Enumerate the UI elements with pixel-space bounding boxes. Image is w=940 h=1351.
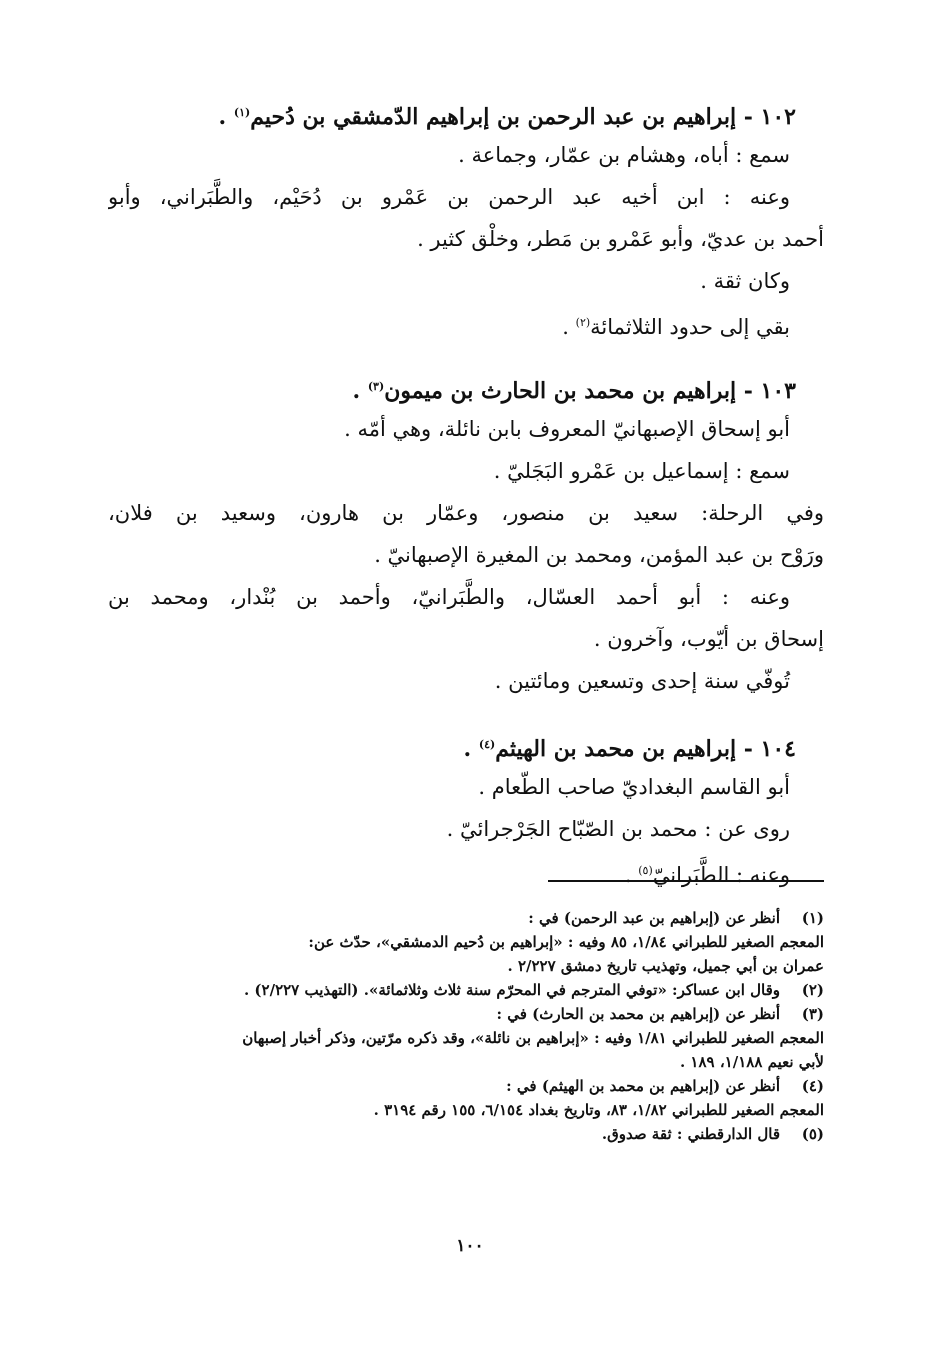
text-line: أبو القاسم البغداديّ صاحب الطّعام . [478, 775, 790, 799]
footnote-line: عمران بن أبي جميل، وتهذيب تاريخ دمشق ٢/٢٢٧ . [507, 957, 824, 975]
text-line: إسحاق بن أيّوب، وآخرون . [593, 627, 824, 651]
footnote-number: (٤) [801, 1077, 824, 1095]
text-line: روى عن : محمد بن الصّبّاح الجَرْجرائيّ . [446, 817, 790, 841]
text-line: سمع : أباه، وهشام بن عمّار، وجماعة . [458, 143, 790, 167]
footnote-ref: (١) [233, 106, 251, 119]
footnote-ref: (٤) [478, 738, 496, 751]
footnote-separator [548, 880, 824, 882]
footnote-4 [108, 1074, 824, 1122]
text-span: بقي إلى حدود الثلاثمائة [590, 315, 790, 339]
heading-text: ١٠٢ - إبراهيم بن عبد الرحمن بن إبراهيم الدّمشقي بن دُحيم [250, 104, 796, 130]
text-end: . [562, 315, 576, 339]
page-number: ١٠٠ [456, 1236, 484, 1256]
footnote-body [108, 1002, 824, 1074]
entry-104 [108, 724, 824, 892]
text-line [108, 850, 824, 892]
entry-heading [108, 366, 824, 408]
footnote-line: أنظر عن (إبراهيم بن عبد الرحمن) في : [528, 909, 780, 927]
text-line: وفي الرحلة: سعيد بن منصور، وعمّار بن هارون، وسعيد بن فلان، [108, 501, 824, 525]
text-line: وعنه : ابن أخيه عبد الرحمن بن عَمْرو بن دُحَيْم، والطَّبَراني، وأبو [108, 185, 790, 209]
footnote-ref: (٥) [638, 864, 653, 877]
footnote-line: المعجم الصغير للطبراني ١/٨٢، ٨٣، وتاريخ بغداد ٦/١٥٤، ١٥٥ رقم ٣١٩٤ . [373, 1101, 824, 1119]
footnote-line: أنظر عن (إبراهيم بن محمد بن الهيثم) في : [506, 1077, 780, 1095]
heading-end: . [463, 736, 479, 762]
footnote-number: (٣) [801, 1005, 824, 1023]
footnote-number: (١) [801, 909, 824, 927]
footnote-body [108, 906, 824, 978]
footnote-3 [108, 1002, 824, 1074]
footnote-2 [108, 978, 824, 1002]
footnote-body [108, 978, 780, 1002]
footnote-body [108, 1074, 824, 1122]
footnote-number: (٥) [801, 1125, 824, 1143]
footnote-5 [108, 1122, 824, 1146]
footnote-number: (٢) [801, 981, 824, 999]
text-line: وعنه : أبو أحمد العسّال، والطَّبَرانيّ، وأحمد بن بُنْدار، ومحمد بن [108, 585, 790, 609]
text-line [108, 302, 824, 344]
entry-heading [108, 724, 824, 766]
footnote-line: أنظر عن (إبراهيم بن محمد بن الحارث) في : [496, 1005, 780, 1023]
text-line: ورَوْح بن عبد المؤمن، ومحمد بن المغيرة الإصبهانيّ . [374, 543, 824, 567]
text-line: وكان ثقة . [700, 269, 790, 293]
footnote-1 [108, 906, 824, 978]
footnote-line: لأبي نعيم ١/١٨٨، ١٨٩ . [679, 1053, 824, 1071]
heading-end: . [218, 104, 234, 130]
text-line: تُوفّي سنة إحدى وتسعين ومائتين . [494, 669, 790, 693]
footnote-line: المعجم الصغير للطبراني ١/٨١ وفيه : «إبراهيم بن نائلة»، وقد ذكره مرّتين، وذكر أخبار إصبهان [242, 1029, 824, 1047]
entry-102 [108, 92, 824, 344]
text-line: أحمد بن عديّ، وأبو عَمْرو بن مَطر، وخلْق كثير . [417, 227, 824, 251]
footnote-line: المعجم الصغير للطبراني ١/٨٤، ٨٥ وفيه : «إبراهيم بن دُحيم الدمشقي»، حدّث عن: [308, 933, 824, 951]
footnotes [108, 906, 824, 1146]
heading-text: ١٠٣ - إبراهيم بن محمد بن الحارث بن ميمون [384, 378, 796, 404]
entry-103 [108, 366, 824, 702]
footnote-line: قال الدارقطني : ثقة صدوق. [601, 1125, 780, 1143]
footnote-line: وقال ابن عساكر: «توفي المترجم في المحرّم سنة ثلاث وثلاثمائة». (التهذيب ٢/٢٢٧) . [243, 981, 780, 999]
text-end: . [624, 863, 639, 887]
footnote-body [108, 1122, 780, 1146]
entry-heading [108, 92, 824, 134]
footnote-ref: (٣) [367, 380, 385, 393]
text-span: وعنه : الطَّبَرانيّ [652, 863, 790, 887]
text-line: سمع : إسماعيل بن عَمْرو البَجَليّ . [493, 459, 790, 483]
text-line: أبو إسحاق الإصبهانيّ المعروف بابن نائلة، وهي أمّه . [344, 417, 790, 441]
footnote-ref: (٢) [575, 316, 591, 329]
heading-text: ١٠٤ - إبراهيم بن محمد بن الهيثم [495, 736, 796, 762]
heading-end: . [352, 378, 368, 404]
main-text [108, 92, 824, 914]
